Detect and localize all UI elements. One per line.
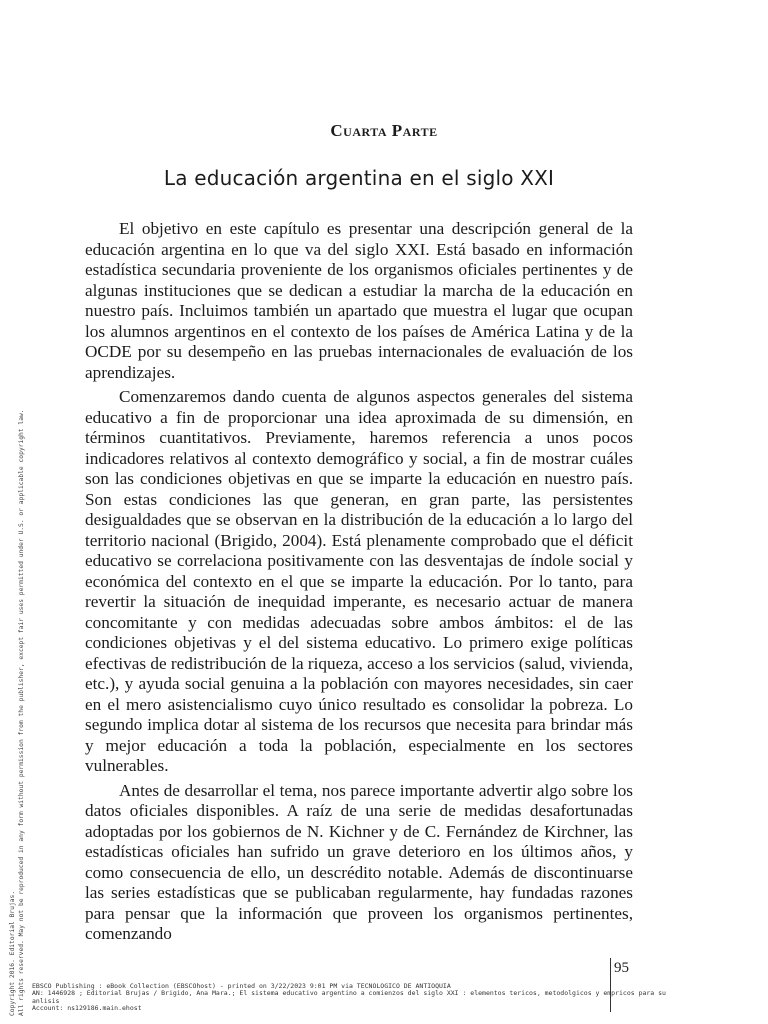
- copyright-side-note: [8, 409, 26, 1016]
- footer-line-2: AN: 1446928 ; Editorial Brujas / Brigido, Ana Mara.; El sistema educativo argentino a comienzos del siglo XXI : elementos tericos, metodolgicos y empricos para su: [32, 990, 666, 998]
- ebsco-footer: [32, 983, 762, 1013]
- footer-line-4: Account: ns129186.main.ehost: [32, 1005, 142, 1013]
- paragraph-3: Antes de desarrollar el tema, nos parece importante advertir algo sobre los datos oficiales disponibles. A raíz de una serie de medidas desafortunadas adoptadas por los gobiernos de N. Kichner y de C. Fernández de Kirchner, las estadísticas oficiales han sufrido un grave deterioro en los últimos años, y como consecuencia de ello, un descrédito notable. Además de discontinuarse las series estadísticas que se publicaban regularmente, hay fundadas razones para pensar que la información que proveen los organismos pertinentes, comenzando: [85, 780, 633, 943]
- copyright-line: Copyright 2016. Editorial Brujas.: [9, 890, 16, 1016]
- body-text: [85, 219, 633, 945]
- part-title: Cuarta Parte: [330, 121, 438, 140]
- footer-line-3: anlisis: [32, 997, 60, 1005]
- page-number: 95: [614, 960, 629, 976]
- paragraph-1: El objetivo en este capítulo es presentar una descripción general de la educación argentina en lo que va del siglo XXI. Está basado en información estadística secundaria proveniente de los organismos oficiales pertinentes y de algunas instituciones que se dedican a estudiar la marcha de la educación en nuestro país. Incluimos también un apartado que muestra el lugar que ocupan los alumnos argentinos en el contexto de los países de América Latina y de la OCDE por su desempeño en las pruebas internacionales de evaluación de los aprendizajes.: [85, 219, 633, 382]
- rights-line: All rights reserved. May not be reproduced in any form without permission from the publisher, except fair uses permitted under U.S. or applicable copyright law.: [18, 409, 25, 1016]
- footer-line-1: EBSCO Publishing : eBook Collection (EBSCOhost) - printed on 3/22/2023 9:01 PM via TECNOLOGICO DE ANTIOQUIA: [32, 983, 451, 990]
- chapter-title: La educación argentina en el siglo XXI: [163, 166, 555, 190]
- paragraph-2: Comenzaremos dando cuenta de algunos aspectos generales del sistema educativo a fin de proporcionar una idea aproximada de su dimensión, en términos cuantitativos. Previamente, haremos referencia a unos pocos indicadores relativos al contexto demográfico y social, a fin de mostrar cuáles son las condiciones objetivas en que se imparte la educación en nuestro país. Son estas condiciones las que generan, en gran parte, las persistentes desigualdades que se observan en la distribución de la educación a lo largo del territorio nacional (Brigido, 2004). Está plenamente comprobado que el déficit educativo se correlaciona positivamente con las desventajas de índole social y económica del contexto en el que se imparte la educación. Por lo tanto, para revertir la situación de inequidad imperante, es necesario actuar de manera concomitante y con medidas adecuadas sobre ambos ámbitos: el de las condiciones objetivas y el del sistema educativo. Lo primero exige políticas efectivas de redistribución de la riqueza, acceso a los servicios (salud, vivienda, etc.), y ayuda social genuina a la población con mayores necesidades, sin caer en el mero asistencialismo cuyo único resultado es consolidar la pobreza. Lo segundo implica dotar al sistema de los recursos que necesita para brindar más y mejor educación a toda la población, especialmente en los sectores vulnerables.: [85, 387, 633, 775]
